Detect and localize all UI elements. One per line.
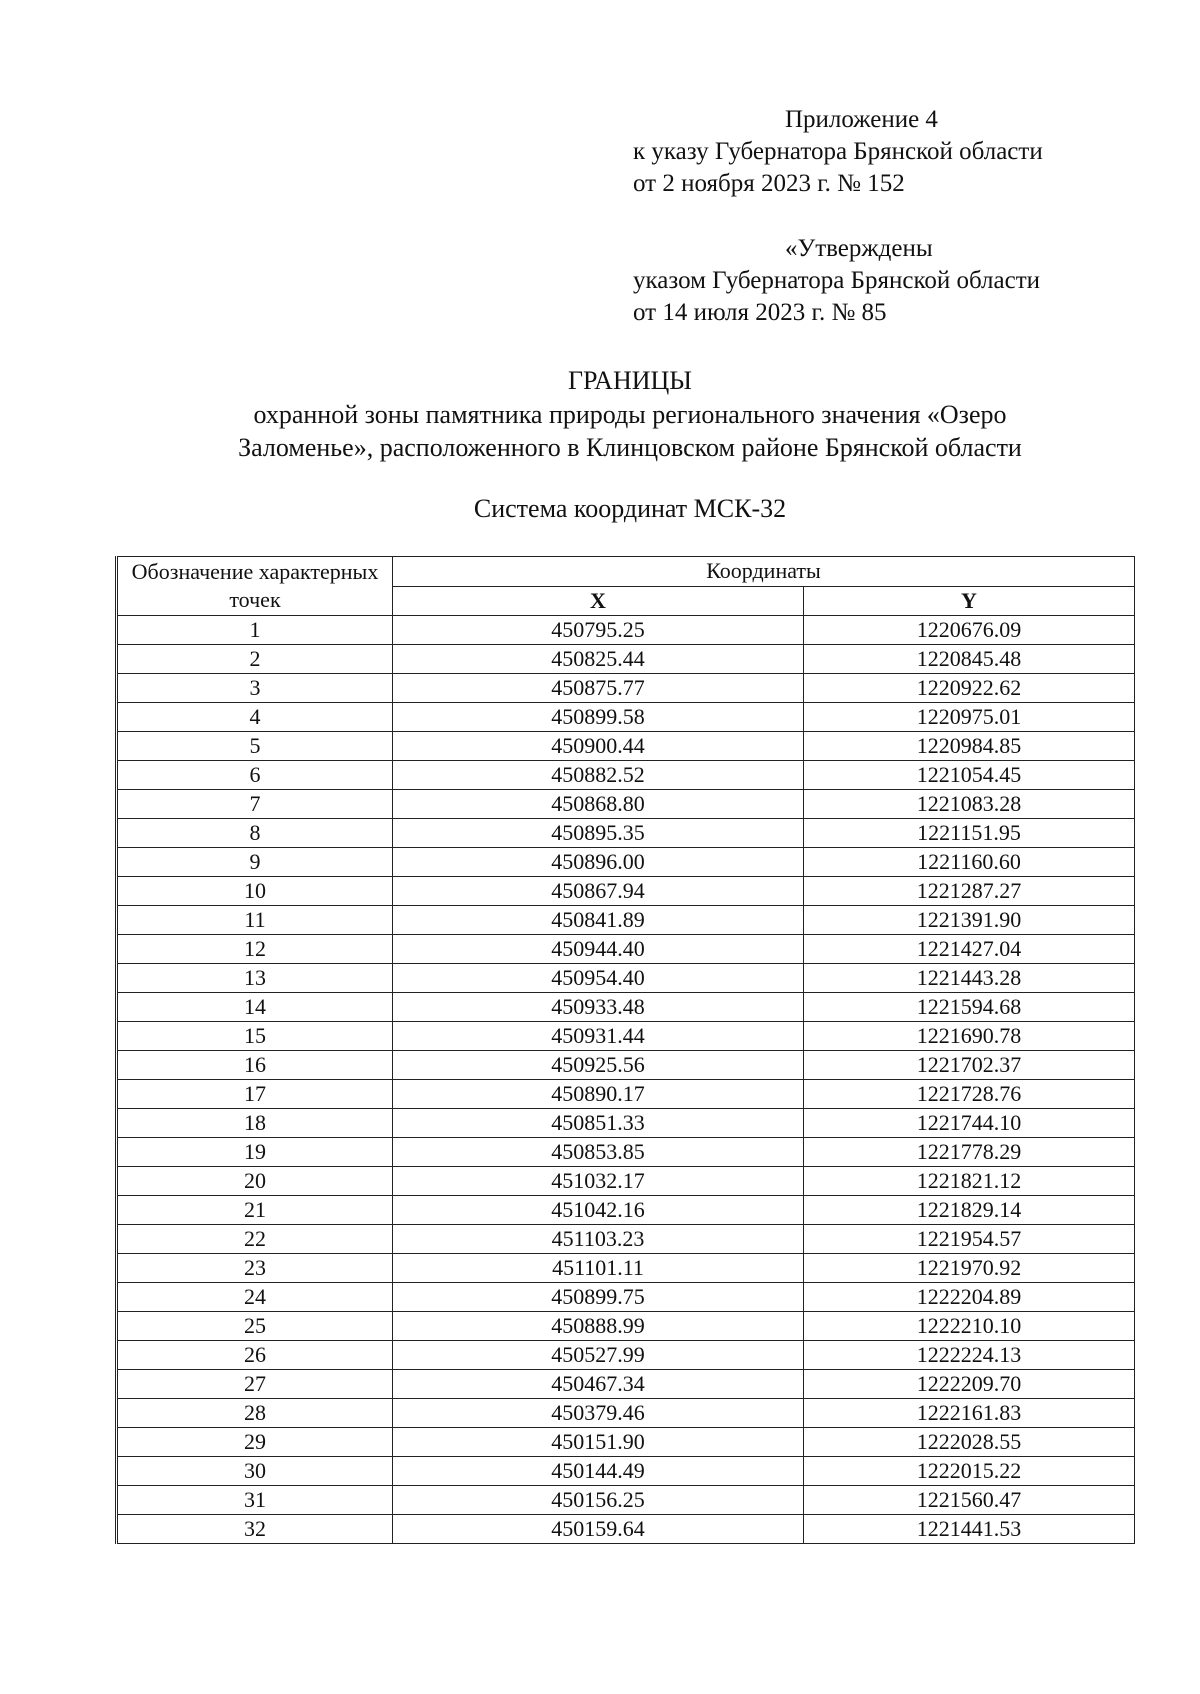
- cell-point: 7: [117, 790, 393, 819]
- cell-y: 1220922.62: [804, 674, 1135, 703]
- cell-x: 450954.40: [393, 964, 804, 993]
- cell-y: 1220975.01: [804, 703, 1135, 732]
- cell-point: 1: [117, 616, 393, 645]
- cell-x: 450931.44: [393, 1022, 804, 1051]
- cell-x: 451032.17: [393, 1167, 804, 1196]
- approval-word: «Утверждены: [785, 235, 933, 262]
- table-row: [117, 1138, 1135, 1167]
- table-row: [117, 1370, 1135, 1399]
- header-y: Y: [804, 586, 1135, 616]
- cell-y: 1221594.68: [804, 993, 1135, 1022]
- cell-x: 450795.25: [393, 616, 804, 645]
- cell-x: 450853.85: [393, 1138, 804, 1167]
- cell-point: 12: [117, 935, 393, 964]
- document-subtitle: [120, 398, 1140, 464]
- cell-y: 1222209.70: [804, 1370, 1135, 1399]
- table-row: [117, 1341, 1135, 1370]
- approval-note: [633, 233, 1040, 329]
- cell-point: 28: [117, 1399, 393, 1428]
- table-row: [117, 1109, 1135, 1138]
- cell-x: 450944.40: [393, 935, 804, 964]
- cell-x: 450900.44: [393, 732, 804, 761]
- cell-y: 1222224.13: [804, 1341, 1135, 1370]
- table-row: [117, 674, 1135, 703]
- coordinate-system-label: Система координат МСК-32: [473, 494, 787, 523]
- cell-point: 11: [117, 906, 393, 935]
- header-x: X: [393, 586, 804, 616]
- cell-y: 1221728.76: [804, 1080, 1135, 1109]
- cell-point: 2: [117, 645, 393, 674]
- table-row: [117, 848, 1135, 877]
- cell-y: 1222210.10: [804, 1312, 1135, 1341]
- cell-x: 450851.33: [393, 1109, 804, 1138]
- document-title: ГРАНИЦЫ: [568, 366, 692, 395]
- cell-y: 1220845.48: [804, 645, 1135, 674]
- cell-y: 1221954.57: [804, 1225, 1135, 1254]
- table-row: [117, 790, 1135, 819]
- cell-x: 450841.89: [393, 906, 804, 935]
- table-row: [117, 906, 1135, 935]
- cell-point: 23: [117, 1254, 393, 1283]
- table-row: [117, 732, 1135, 761]
- cell-point: 22: [117, 1225, 393, 1254]
- cell-y: 1221083.28: [804, 790, 1135, 819]
- cell-point: 14: [117, 993, 393, 1022]
- cell-y: 1221054.45: [804, 761, 1135, 790]
- table-row: [117, 1196, 1135, 1225]
- coordinates-table: [115, 556, 1135, 1544]
- table-row: [117, 1283, 1135, 1312]
- cell-point: 32: [117, 1515, 393, 1544]
- cell-x: 450875.77: [393, 674, 804, 703]
- cell-x: 450899.58: [393, 703, 804, 732]
- cell-point: 10: [117, 877, 393, 906]
- cell-point: 31: [117, 1486, 393, 1515]
- cell-x: 450144.49: [393, 1457, 804, 1486]
- cell-x: 451103.23: [393, 1225, 804, 1254]
- cell-y: 1222015.22: [804, 1457, 1135, 1486]
- cell-y: 1221829.14: [804, 1196, 1135, 1225]
- header-coordinates: Координаты: [393, 557, 1135, 587]
- table-row: [117, 1022, 1135, 1051]
- table-row: [117, 877, 1135, 906]
- cell-point: 5: [117, 732, 393, 761]
- cell-point: 26: [117, 1341, 393, 1370]
- cell-x: 450527.99: [393, 1341, 804, 1370]
- table-row: [117, 1486, 1135, 1515]
- cell-x: 450379.46: [393, 1399, 804, 1428]
- table-body: [117, 616, 1135, 1544]
- table-row: [117, 1312, 1135, 1341]
- cell-point: 25: [117, 1312, 393, 1341]
- attachment-note: [633, 104, 1043, 200]
- table-row: [117, 761, 1135, 790]
- table-row: [117, 1254, 1135, 1283]
- table-row: [117, 1457, 1135, 1486]
- cell-x: 451101.11: [393, 1254, 804, 1283]
- table-row: [117, 1225, 1135, 1254]
- cell-x: 450933.48: [393, 993, 804, 1022]
- table-row: [117, 1167, 1135, 1196]
- table-row: [117, 964, 1135, 993]
- attachment-decree: к указу Губернатора Брянской области: [633, 138, 1043, 165]
- cell-point: 8: [117, 819, 393, 848]
- table-row: [117, 1428, 1135, 1457]
- cell-y: 1221821.12: [804, 1167, 1135, 1196]
- cell-y: 1221443.28: [804, 964, 1135, 993]
- cell-y: 1221287.27: [804, 877, 1135, 906]
- approval-decree: указом Губернатора Брянской области: [633, 267, 1041, 294]
- cell-point: 17: [117, 1080, 393, 1109]
- cell-x: 450899.75: [393, 1283, 804, 1312]
- table-row: [117, 1051, 1135, 1080]
- table-row: [117, 703, 1135, 732]
- cell-point: 6: [117, 761, 393, 790]
- table-row: [117, 993, 1135, 1022]
- cell-y: 1221441.53: [804, 1515, 1135, 1544]
- cell-point: 4: [117, 703, 393, 732]
- table-row: [117, 819, 1135, 848]
- cell-x: 450882.52: [393, 761, 804, 790]
- cell-x: 450896.00: [393, 848, 804, 877]
- cell-y: 1221702.37: [804, 1051, 1135, 1080]
- cell-point: 15: [117, 1022, 393, 1051]
- cell-y: 1220676.09: [804, 616, 1135, 645]
- table-row: [117, 616, 1135, 645]
- cell-y: 1221778.29: [804, 1138, 1135, 1167]
- cell-point: 19: [117, 1138, 393, 1167]
- table-row: [117, 1399, 1135, 1428]
- table-row: [117, 1515, 1135, 1544]
- cell-y: 1221160.60: [804, 848, 1135, 877]
- cell-x: 450156.25: [393, 1486, 804, 1515]
- cell-point: 29: [117, 1428, 393, 1457]
- cell-point: 13: [117, 964, 393, 993]
- approval-date: от 14 июля 2023 г. № 85: [633, 299, 887, 326]
- cell-y: 1222204.89: [804, 1283, 1135, 1312]
- cell-y: 1221151.95: [804, 819, 1135, 848]
- cell-y: 1221427.04: [804, 935, 1135, 964]
- cell-x: 450895.35: [393, 819, 804, 848]
- cell-y: 1222161.83: [804, 1399, 1135, 1428]
- cell-y: 1222028.55: [804, 1428, 1135, 1457]
- cell-point: 9: [117, 848, 393, 877]
- cell-point: 24: [117, 1283, 393, 1312]
- cell-x: 450868.80: [393, 790, 804, 819]
- cell-y: 1221744.10: [804, 1109, 1135, 1138]
- table-row: [117, 935, 1135, 964]
- cell-x: 450925.56: [393, 1051, 804, 1080]
- cell-x: 451042.16: [393, 1196, 804, 1225]
- cell-y: 1221690.78: [804, 1022, 1135, 1051]
- table-header-row: [117, 557, 1135, 587]
- cell-point: 20: [117, 1167, 393, 1196]
- cell-x: 450159.64: [393, 1515, 804, 1544]
- table-row: [117, 1080, 1135, 1109]
- cell-y: 1221560.47: [804, 1486, 1135, 1515]
- cell-x: 450888.99: [393, 1312, 804, 1341]
- cell-y: 1221970.92: [804, 1254, 1135, 1283]
- cell-x: 450467.34: [393, 1370, 804, 1399]
- subtitle-line-2: Заломенье», расположенного в Клинцовском районе Брянской области: [238, 433, 1022, 462]
- table-row: [117, 645, 1135, 674]
- cell-point: 18: [117, 1109, 393, 1138]
- cell-point: 21: [117, 1196, 393, 1225]
- cell-point: 16: [117, 1051, 393, 1080]
- cell-x: 450890.17: [393, 1080, 804, 1109]
- cell-point: 3: [117, 674, 393, 703]
- attachment-number: Приложение 4: [785, 106, 938, 133]
- cell-x: 450151.90: [393, 1428, 804, 1457]
- cell-point: 27: [117, 1370, 393, 1399]
- header-point-designation: Обозначение характерных точек: [117, 557, 393, 616]
- cell-point: 30: [117, 1457, 393, 1486]
- attachment-date: от 2 ноября 2023 г. № 152: [633, 170, 905, 197]
- cell-y: 1220984.85: [804, 732, 1135, 761]
- cell-x: 450825.44: [393, 645, 804, 674]
- cell-y: 1221391.90: [804, 906, 1135, 935]
- cell-x: 450867.94: [393, 877, 804, 906]
- subtitle-line-1: охранной зоны памятника природы регионального значения «Озеро: [253, 400, 1007, 429]
